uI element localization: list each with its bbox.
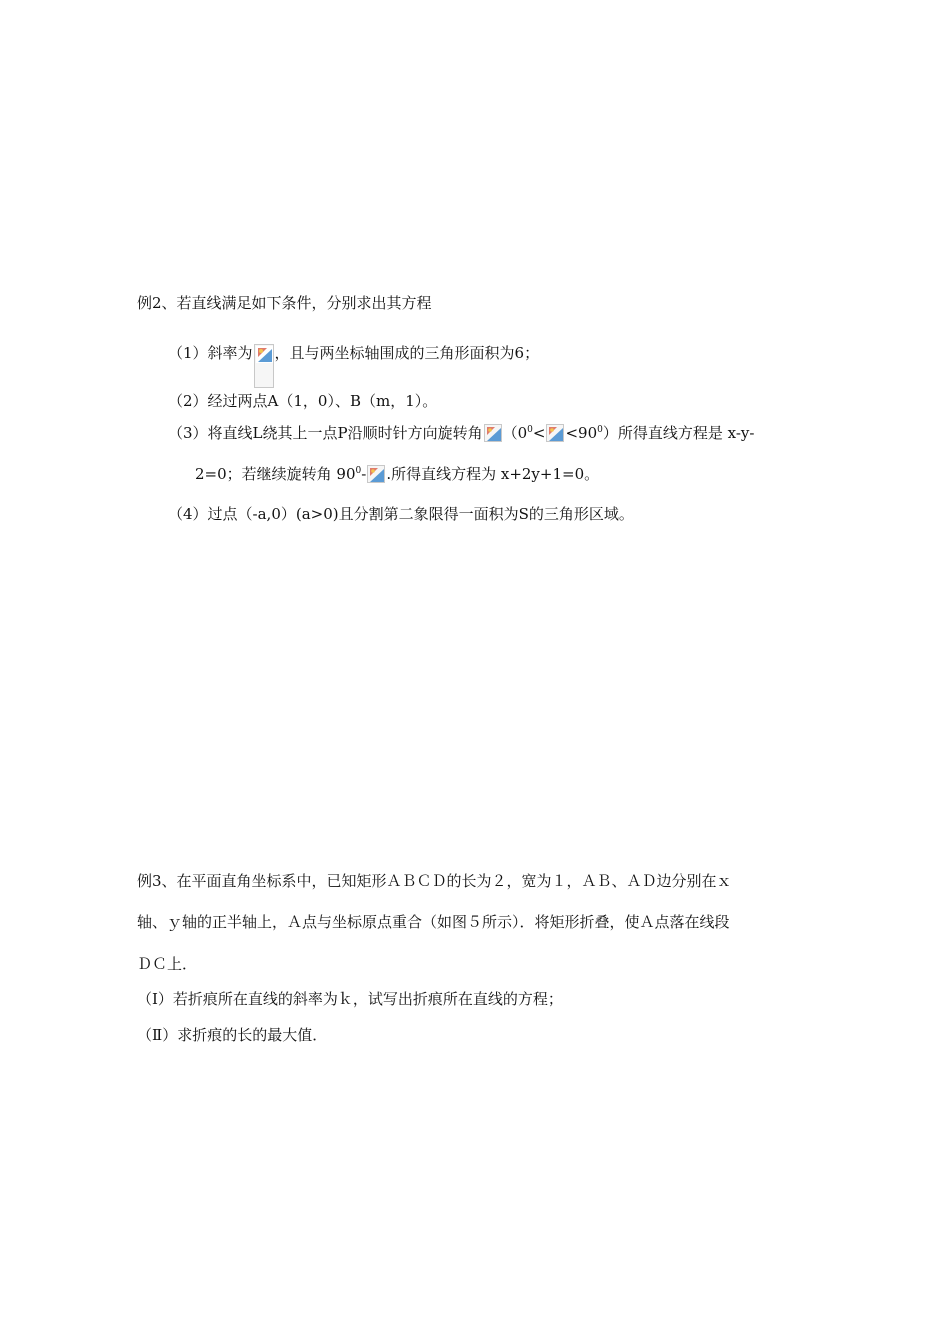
broken-image-icon xyxy=(484,424,502,442)
broken-image-icon xyxy=(254,344,274,388)
example-3-line-3: ＤＣ上． xyxy=(137,955,198,973)
example-2-item-2: （2）经过两点A（1，0）、B（m，1）。 xyxy=(168,392,438,410)
example-2-item-1: （1）斜率为 ，且与两坐标轴围成的三角形面积为6； xyxy=(168,342,539,388)
broken-image-icon xyxy=(367,465,385,483)
broken-image-icon xyxy=(546,424,564,442)
example-2-item-4: （4）过点（-a,0）(a>0)且分割第二象限得一面积为S的三角形区域。 xyxy=(168,505,634,523)
example-2-title: 例2、若直线满足如下条件，分别求出其方程 xyxy=(137,294,432,312)
example-2-item-3-line-1: （3）将直线L绕其上一点P沿顺时针方向旋转角 （$0^0<$ $<90^0$）所得直线方程是 x-y- xyxy=(168,424,755,442)
example-3-part-1: （Ⅰ）若折痕所在直线的斜率为ｋ，试写出折痕所在直线的方程； xyxy=(137,990,563,1008)
example-3-line-1: 例3、在平面直角坐标系中，已知矩形ＡＢＣＤ的长为２，宽为１，ＡＢ、ＡＤ边分别在ｘ xyxy=(137,872,732,890)
example-3-line-2: 轴、ｙ轴的正半轴上，Ａ点与坐标原点重合（如图５所示）．将矩形折叠，使Ａ点落在线段 xyxy=(137,913,730,931)
example-3-part-2: （Ⅱ）求折痕的长的最大值． xyxy=(137,1026,328,1044)
example-2-item-3-line-2: 2=0；若继续旋转角 $90^0-$ .所得直线方程为 x+2y+1=0。 xyxy=(195,465,600,483)
